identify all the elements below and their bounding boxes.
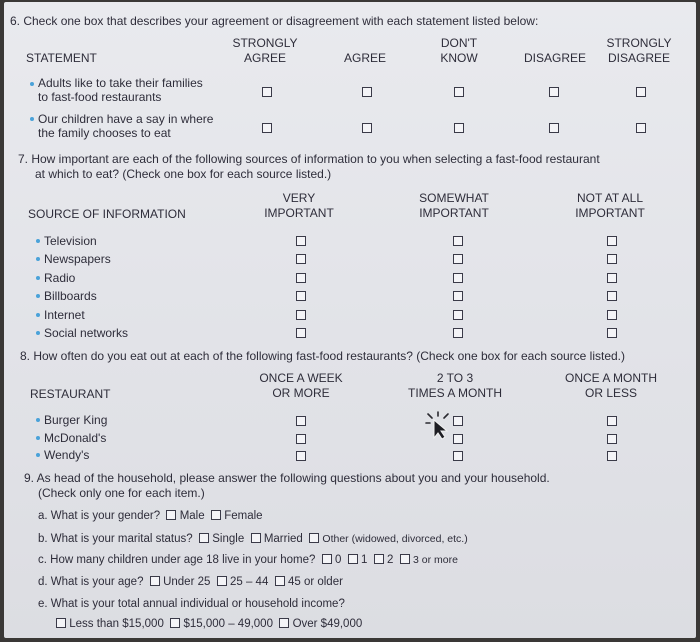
- q6-r1-strongly-agree-checkbox[interactable]: [262, 87, 272, 97]
- q9e-over-49000-label: Over $49,000: [292, 618, 363, 630]
- q6-col-strongly-agree: STRONGLY AGREE: [232, 36, 298, 65]
- q7-radio-not-important-checkbox[interactable]: [607, 273, 617, 283]
- q9c-3-or-more-label: 3 or more: [413, 554, 458, 566]
- q7-row-billboards: Billboards: [44, 289, 97, 303]
- q9a-male-checkbox[interactable]: [166, 510, 176, 520]
- bullet-icon: [36, 313, 40, 317]
- q9c-2-checkbox[interactable]: [374, 554, 384, 564]
- q9c-1-label: 1: [361, 554, 368, 566]
- q9c-question: c. How many children under age 18 live in your home?: [38, 554, 316, 566]
- q9a-line: [38, 510, 263, 522]
- q9d-under-25-label: Under 25: [163, 576, 211, 588]
- q6-col-strongly-disagree: STRONGLY DISAGREE: [606, 36, 672, 65]
- q8-col-2-to-3: 2 TO 3 TIMES A MONTH: [407, 371, 502, 400]
- q7-row-newspapers: Newspapers: [44, 252, 111, 266]
- q9a-female-label: Female: [224, 510, 263, 522]
- q6-r1-strongly-disagree-checkbox[interactable]: [636, 87, 646, 97]
- q6-r1-disagree-checkbox[interactable]: [549, 87, 559, 97]
- q8-col-restaurant: RESTAURANT: [30, 387, 111, 401]
- q8-wendy-s-2-to-3-checkbox[interactable]: [453, 451, 463, 461]
- q8-mcdonald-s-2-to-3-checkbox[interactable]: [453, 434, 463, 444]
- q7-prompt: 7. How important are each of the following sources of information to you when selecting a fast-food restaurant at which to eat? (Check one box for each source listed.): [18, 152, 600, 181]
- q6-row-2: Our children have a say in where the family chooses to eat: [38, 112, 214, 140]
- q9d-line: [38, 576, 343, 588]
- q7-billboards-somewhat-important-checkbox[interactable]: [453, 291, 463, 301]
- bullet-icon: [36, 418, 40, 422]
- bullet-icon: [30, 82, 34, 86]
- q7-television-very-important-checkbox[interactable]: [296, 236, 306, 246]
- q9d-45-older-label: 45 or older: [287, 576, 343, 588]
- q6-r1-dont-know-checkbox[interactable]: [454, 87, 464, 97]
- q9e-15000-49000-checkbox[interactable]: [170, 618, 180, 628]
- q9d-45-older-checkbox[interactable]: [275, 576, 285, 586]
- bullet-icon: [36, 436, 40, 440]
- bullet-icon: [36, 239, 40, 243]
- q8-wendy-s-once-a-week-checkbox[interactable]: [296, 451, 306, 461]
- q8-burger-king-2-to-3-checkbox[interactable]: [453, 416, 463, 426]
- q9c-1-checkbox[interactable]: [348, 554, 358, 564]
- q7-social-networks-very-important-checkbox[interactable]: [296, 328, 306, 338]
- q8-mcdonald-s-once-a-month-checkbox[interactable]: [607, 434, 617, 444]
- q9b-other-label: Other (widowed, divorced, etc.): [322, 533, 468, 545]
- q7-internet-somewhat-important-checkbox[interactable]: [453, 310, 463, 320]
- q7-newspapers-not-important-checkbox[interactable]: [607, 254, 617, 264]
- q7-row-television: Television: [44, 234, 97, 248]
- q6-prompt: 6. Check one box that describes your agreement or disagreement with each statement listed below:: [10, 14, 539, 28]
- q9d-25-44-checkbox[interactable]: [217, 576, 227, 586]
- q8-mcdonald-s-once-a-week-checkbox[interactable]: [296, 434, 306, 444]
- q9b-married-label: Married: [263, 533, 303, 545]
- q9b-line: [38, 533, 468, 545]
- q7-col-very-important: VERY IMPORTANT: [264, 191, 334, 220]
- q9-prompt: 9. As head of the household, please answer the following questions about you and your household. (Check only one for each item.): [24, 471, 550, 500]
- q7-radio-somewhat-important-checkbox[interactable]: [453, 273, 463, 283]
- q7-col-source: SOURCE OF INFORMATION: [28, 207, 186, 221]
- q8-row-burger-king: Burger King: [44, 413, 108, 427]
- q9a-question: a. What is your gender?: [38, 510, 161, 522]
- q7-newspapers-somewhat-important-checkbox[interactable]: [453, 254, 463, 264]
- q6-col-dont-know: DON'T KNOW: [440, 36, 478, 65]
- q9e-less-15000-checkbox[interactable]: [56, 618, 66, 628]
- q8-col-once-a-week: ONCE A WEEK OR MORE: [259, 371, 343, 400]
- q7-col-not-important: NOT AT ALL IMPORTANT: [575, 191, 645, 220]
- q7-billboards-not-important-checkbox[interactable]: [607, 291, 617, 301]
- q7-row-internet: Internet: [44, 308, 85, 322]
- q9b-other-checkbox[interactable]: [309, 533, 319, 543]
- q9e-over-49000-checkbox[interactable]: [279, 618, 289, 628]
- q6-r2-strongly-disagree-checkbox[interactable]: [636, 123, 646, 133]
- q9b-question: b. What is your marital status?: [38, 533, 193, 545]
- q7-col-somewhat-important: SOMEWHAT IMPORTANT: [419, 191, 489, 220]
- q9a-female-checkbox[interactable]: [211, 510, 221, 520]
- bullet-icon: [36, 453, 40, 457]
- q9e-less-15000-label: Less than $15,000: [69, 618, 164, 630]
- bullet-icon: [36, 276, 40, 280]
- q7-newspapers-very-important-checkbox[interactable]: [296, 254, 306, 264]
- q9a-male-label: Male: [179, 510, 205, 522]
- bullet-icon: [36, 257, 40, 261]
- q9c-0-checkbox[interactable]: [322, 554, 332, 564]
- q8-col-once-a-month: ONCE A MONTH OR LESS: [564, 371, 657, 400]
- q9c-line: [38, 554, 458, 566]
- q7-billboards-very-important-checkbox[interactable]: [296, 291, 306, 301]
- q6-r2-agree-checkbox[interactable]: [362, 123, 372, 133]
- q9d-question: d. What is your age?: [38, 576, 144, 588]
- q8-burger-king-once-a-month-checkbox[interactable]: [607, 416, 617, 426]
- bullet-icon: [36, 294, 40, 298]
- q9b-single-checkbox[interactable]: [199, 533, 209, 543]
- mouse-pointer-icon: [424, 410, 452, 440]
- q6-col-disagree: DISAGREE: [524, 51, 587, 65]
- q8-wendy-s-once-a-month-checkbox[interactable]: [607, 451, 617, 461]
- q7-social-networks-somewhat-important-checkbox[interactable]: [453, 328, 463, 338]
- q7-internet-very-important-checkbox[interactable]: [296, 310, 306, 320]
- q9b-married-checkbox[interactable]: [251, 533, 261, 543]
- q7-internet-not-important-checkbox[interactable]: [607, 310, 617, 320]
- q9e-15000-49000-label: $15,000 – 49,000: [183, 618, 273, 630]
- q6-r2-disagree-checkbox[interactable]: [549, 123, 559, 133]
- q9b-single-label: Single: [212, 533, 245, 545]
- q9d-25-44-label: 25 – 44: [229, 576, 269, 588]
- q6-col-agree: AGREE: [344, 51, 387, 65]
- survey-page: [4, 2, 696, 638]
- q9c-0-label: 0: [335, 554, 342, 566]
- q6-r2-strongly-agree-checkbox[interactable]: [262, 123, 272, 133]
- q9c-2-label: 2: [387, 554, 394, 566]
- q7-television-somewhat-important-checkbox[interactable]: [453, 236, 463, 246]
- q8-prompt: 8. How often do you eat out at each of the following fast-food restaurants? (Check one box for each source listed.): [20, 349, 626, 363]
- q8-burger-king-once-a-week-checkbox[interactable]: [296, 416, 306, 426]
- q8-row-wendy-s: Wendy's: [44, 448, 90, 462]
- q6-r2-dont-know-checkbox[interactable]: [454, 123, 464, 133]
- q8-row-mcdonald-s: McDonald's: [44, 431, 107, 445]
- q9d-under-25-checkbox[interactable]: [150, 576, 160, 586]
- q6-row-1: Adults like to take their families to fast-food restaurants: [38, 76, 203, 104]
- q9e-options: [56, 618, 362, 630]
- q7-row-radio: Radio: [44, 271, 76, 285]
- q7-social-networks-not-important-checkbox[interactable]: [607, 328, 617, 338]
- q6-r1-agree-checkbox[interactable]: [362, 87, 372, 97]
- q7-television-not-important-checkbox[interactable]: [607, 236, 617, 246]
- q9e-question: e. What is your total annual individual or household income?: [38, 598, 345, 610]
- q7-row-social-networks: Social networks: [44, 326, 129, 340]
- bullet-icon: [36, 331, 40, 335]
- q6-col-statement: STATEMENT: [26, 51, 97, 65]
- q7-radio-very-important-checkbox[interactable]: [296, 273, 306, 283]
- bullet-icon: [30, 117, 34, 121]
- q9c-3-or-more-checkbox[interactable]: [400, 554, 410, 564]
